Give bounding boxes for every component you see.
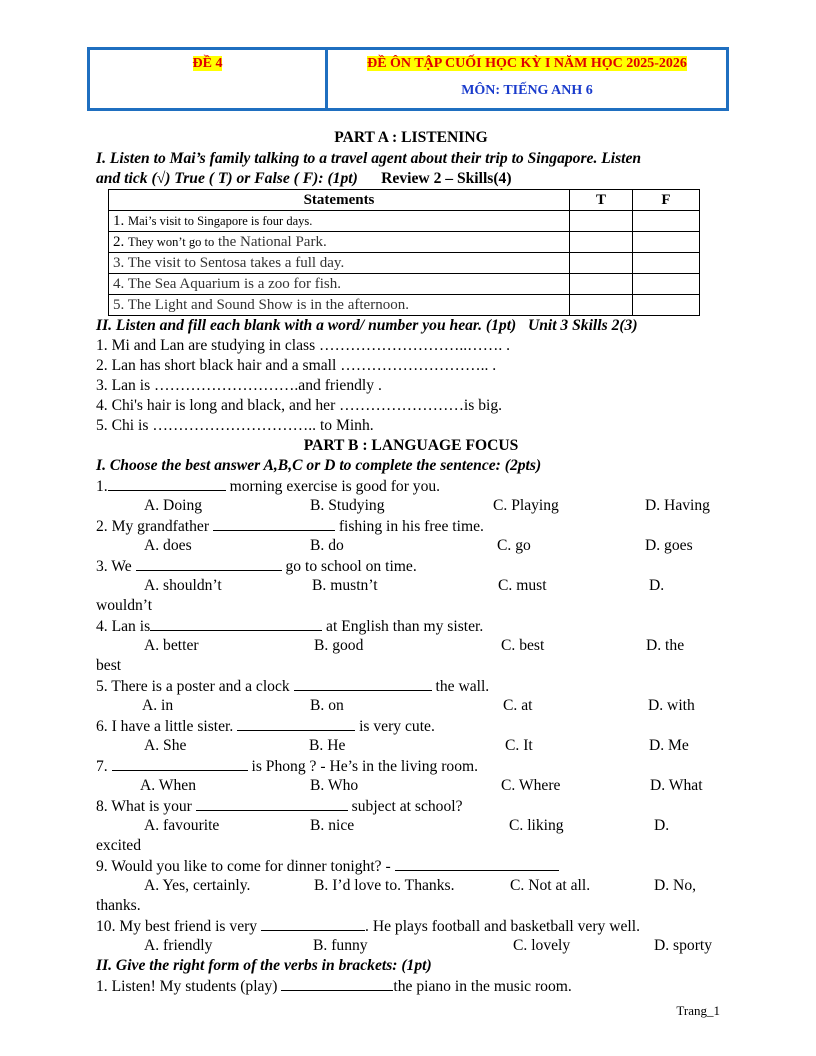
fill-blank-instructions: II. Listen and fill each blank with a word/ number you hear. (1pt) — [96, 317, 517, 334]
question-1-options — [96, 496, 726, 516]
option-d[interactable]: D. — [654, 817, 670, 834]
option-d-continued: thanks. — [96, 897, 141, 914]
option-b[interactable]: B. do — [310, 537, 344, 554]
false-cell[interactable] — [633, 274, 700, 295]
exam-title: ĐỀ ÔN TẬP CUỐI HỌC KỲ I NĂM HỌC 2025-2026 — [367, 56, 687, 71]
option-c[interactable]: C. at — [503, 697, 533, 714]
option-a[interactable]: A. better — [144, 637, 199, 654]
true-cell[interactable] — [570, 232, 633, 253]
true-header: T — [570, 190, 633, 211]
part-b-title: PART B : LANGUAGE FOCUS — [303, 437, 519, 454]
option-b[interactable]: B. on — [310, 697, 344, 714]
true-cell[interactable] — [570, 211, 633, 232]
question-8 — [96, 796, 726, 816]
option-a[interactable]: A. favourite — [144, 817, 220, 834]
question-3 — [96, 556, 726, 576]
table-row — [109, 211, 700, 232]
question-text: 1. Listen! My students (play) — [96, 978, 282, 995]
question-text-end: subject at school? — [347, 798, 463, 815]
grammar-section-2-title: II. Give the right form of the verbs in brackets: (1pt) — [96, 957, 432, 974]
statements-header: Statements — [109, 190, 570, 211]
option-a[interactable]: A. does — [144, 537, 192, 554]
statement-text: They won’t go to — [128, 234, 215, 249]
question-text-end: the wall. — [431, 678, 490, 695]
question-text: 2. My grandfather — [96, 518, 213, 535]
question-9 — [96, 856, 726, 876]
option-b[interactable]: B. mustn’t — [312, 577, 378, 594]
question-text: 4. Lan is — [96, 618, 151, 635]
verb-item-1 — [96, 976, 726, 996]
answer-blank[interactable] — [108, 476, 226, 491]
question-text-end: morning exercise is good for you. — [225, 478, 441, 495]
question-5-options — [96, 696, 726, 716]
listening-section-1-instructions — [96, 169, 726, 189]
question-7-options — [96, 776, 726, 796]
unit-reference: Unit 3 Skills 2(3) — [527, 317, 638, 334]
option-c[interactable]: C. Playing — [493, 497, 559, 514]
part-a-title: PART A : LISTENING — [334, 129, 488, 146]
question-5 — [96, 676, 726, 696]
false-cell[interactable] — [633, 232, 700, 253]
answer-blank[interactable] — [261, 916, 365, 931]
table-row — [109, 253, 700, 274]
question-2 — [96, 516, 726, 536]
fill-item-5: 5. Chi is ………………………….. to Minh. — [96, 417, 374, 434]
true-cell[interactable] — [570, 295, 633, 316]
grammar-section-1-title: I. Choose the best answer A,B,C or D to complete the sentence: (2pts) — [96, 457, 542, 474]
fill-item-4: 4. Chi's hair is long and black, and her ……………………is big. — [96, 397, 503, 414]
question-text: 3. We — [96, 558, 136, 575]
statement-3: 3. The visit to Sentosa takes a full day. — [109, 253, 570, 274]
answer-blank[interactable] — [213, 516, 335, 531]
exam-subject: MÔN: TIẾNG ANH 6 — [461, 83, 593, 98]
option-a[interactable]: A. Yes, certainly. — [144, 877, 251, 894]
question-7 — [96, 756, 726, 776]
fill-item-1: 1. Mi and Lan are studying in class ………………………..……. . — [96, 337, 511, 354]
option-b[interactable]: B. Who — [310, 777, 359, 794]
statement-text-end: the National Park. — [217, 233, 327, 250]
listening-section-2-title — [96, 316, 726, 336]
review-reference: Review 2 – Skills(4) — [381, 170, 512, 187]
question-2-options — [96, 536, 726, 556]
false-cell[interactable] — [633, 211, 700, 232]
option-d-continued: excited — [96, 837, 142, 854]
option-d[interactable]: D. Having — [645, 497, 710, 514]
option-b[interactable]: B. He — [309, 737, 346, 754]
true-cell[interactable] — [570, 253, 633, 274]
table-row — [109, 274, 700, 295]
false-header: F — [633, 190, 700, 211]
question-text: 1. — [96, 478, 108, 495]
statement-1 — [109, 211, 570, 232]
option-b[interactable]: B. good — [314, 637, 364, 654]
table-row — [109, 232, 700, 253]
question-8-options — [96, 816, 726, 836]
option-a[interactable]: A. When — [140, 777, 197, 794]
exam-content — [96, 128, 726, 996]
question-text: 6. I have a little sister. — [96, 718, 238, 735]
option-d[interactable]: D. No, — [654, 877, 697, 894]
listening-section-1-title: I. Listen to Mai’s family talking to a travel agent about their trip to Singapore. Listen — [96, 150, 642, 167]
tick-instructions: and tick (√) True ( T) or False ( F): (1pt) — [96, 170, 358, 187]
question-3-options — [96, 576, 726, 596]
option-a[interactable]: A. in — [142, 697, 174, 714]
question-1 — [96, 476, 726, 496]
option-d[interactable]: D. Me — [649, 737, 689, 754]
option-d[interactable]: D. goes — [645, 537, 693, 554]
question-text: 9. Would you like to come for dinner tonight? - — [96, 858, 395, 875]
question-text-end: go to school on time. — [281, 558, 417, 575]
answer-blank[interactable] — [136, 556, 282, 571]
page-number: Trang_1 — [676, 1003, 720, 1018]
exam-code: ĐỀ 4 — [192, 56, 223, 71]
question-text: 10. My best friend is very — [96, 918, 262, 935]
option-d[interactable]: D. the — [646, 637, 685, 654]
question-text: 8. What is your — [96, 798, 196, 815]
question-10 — [96, 916, 726, 936]
statement-2 — [109, 232, 570, 253]
answer-blank[interactable] — [281, 976, 393, 991]
exam-header-box — [87, 47, 729, 111]
option-d-continued: best — [96, 657, 122, 674]
option-c[interactable]: C. liking — [509, 817, 564, 834]
option-a[interactable]: A. Doing — [144, 497, 203, 514]
statement-text: Mai’s visit to Singapore is four days. — [128, 213, 313, 228]
option-d-continued: wouldn’t — [96, 597, 153, 614]
question-text: 7. — [96, 758, 112, 775]
option-c[interactable]: C. Where — [501, 777, 561, 794]
true-cell[interactable] — [570, 274, 633, 295]
exam-title-cell — [328, 50, 726, 108]
exam-code-cell — [90, 50, 328, 108]
statement-4: 4. The Sea Aquarium is a zoo for fish. — [109, 274, 570, 295]
option-d[interactable]: D. with — [648, 697, 695, 714]
option-a[interactable]: A. shouldn’t — [144, 577, 222, 594]
option-c[interactable]: C. best — [501, 637, 545, 654]
option-c[interactable]: C. lovely — [513, 937, 571, 954]
statement-5: 5. The Light and Sound Show is in the afternoon. — [109, 295, 570, 316]
answer-blank[interactable] — [294, 676, 432, 691]
question-6-options — [96, 736, 726, 756]
statement-number: 2. — [113, 233, 125, 250]
fill-item-3: 3. Lan is ……………………….and friendly . — [96, 377, 382, 394]
question-4-options — [96, 636, 726, 656]
question-text-end: the piano in the music room. — [393, 978, 572, 995]
option-b[interactable]: B. funny — [313, 937, 368, 954]
question-text-end: is very cute. — [355, 718, 435, 735]
answer-blank[interactable] — [237, 716, 355, 731]
fill-item-2: 2. Lan has short black hair and a small ……………………….. . — [96, 357, 497, 374]
question-text: 5. There is a poster and a clock — [96, 678, 294, 695]
option-d[interactable]: D. — [649, 577, 665, 594]
table-header-row — [109, 190, 700, 211]
false-cell[interactable] — [633, 295, 700, 316]
option-a[interactable]: A. She — [144, 737, 187, 754]
true-false-table — [108, 189, 700, 316]
option-b[interactable]: B. Studying — [310, 497, 385, 514]
option-c[interactable]: C. It — [505, 737, 533, 754]
question-4 — [96, 616, 726, 636]
question-text-end: . He plays football and basketball very well. — [365, 918, 640, 935]
question-text-end: is Phong ? - He’s in the living room. — [247, 758, 479, 775]
option-c[interactable]: C. Not at all. — [510, 877, 591, 894]
answer-blank[interactable] — [112, 756, 248, 771]
option-c[interactable]: C. must — [498, 577, 547, 594]
answer-blank[interactable] — [395, 856, 559, 871]
answer-blank[interactable] — [150, 616, 322, 631]
option-d[interactable]: D. sporty — [654, 937, 713, 954]
option-c[interactable]: C. go — [497, 537, 531, 554]
answer-blank[interactable] — [196, 796, 348, 811]
option-b[interactable]: B. nice — [310, 817, 355, 834]
false-cell[interactable] — [633, 253, 700, 274]
question-text-end: fishing in his free time. — [334, 518, 484, 535]
question-10-options — [96, 936, 726, 956]
option-d[interactable]: D. What — [650, 777, 703, 794]
option-b[interactable]: B. I’d love to. Thanks. — [314, 877, 455, 894]
question-9-options — [96, 876, 726, 896]
option-a[interactable]: A. friendly — [144, 937, 213, 954]
question-6 — [96, 716, 726, 736]
question-text-end: at English than my sister. — [322, 618, 484, 635]
statement-number: 1. — [113, 212, 125, 229]
table-row — [109, 295, 700, 316]
